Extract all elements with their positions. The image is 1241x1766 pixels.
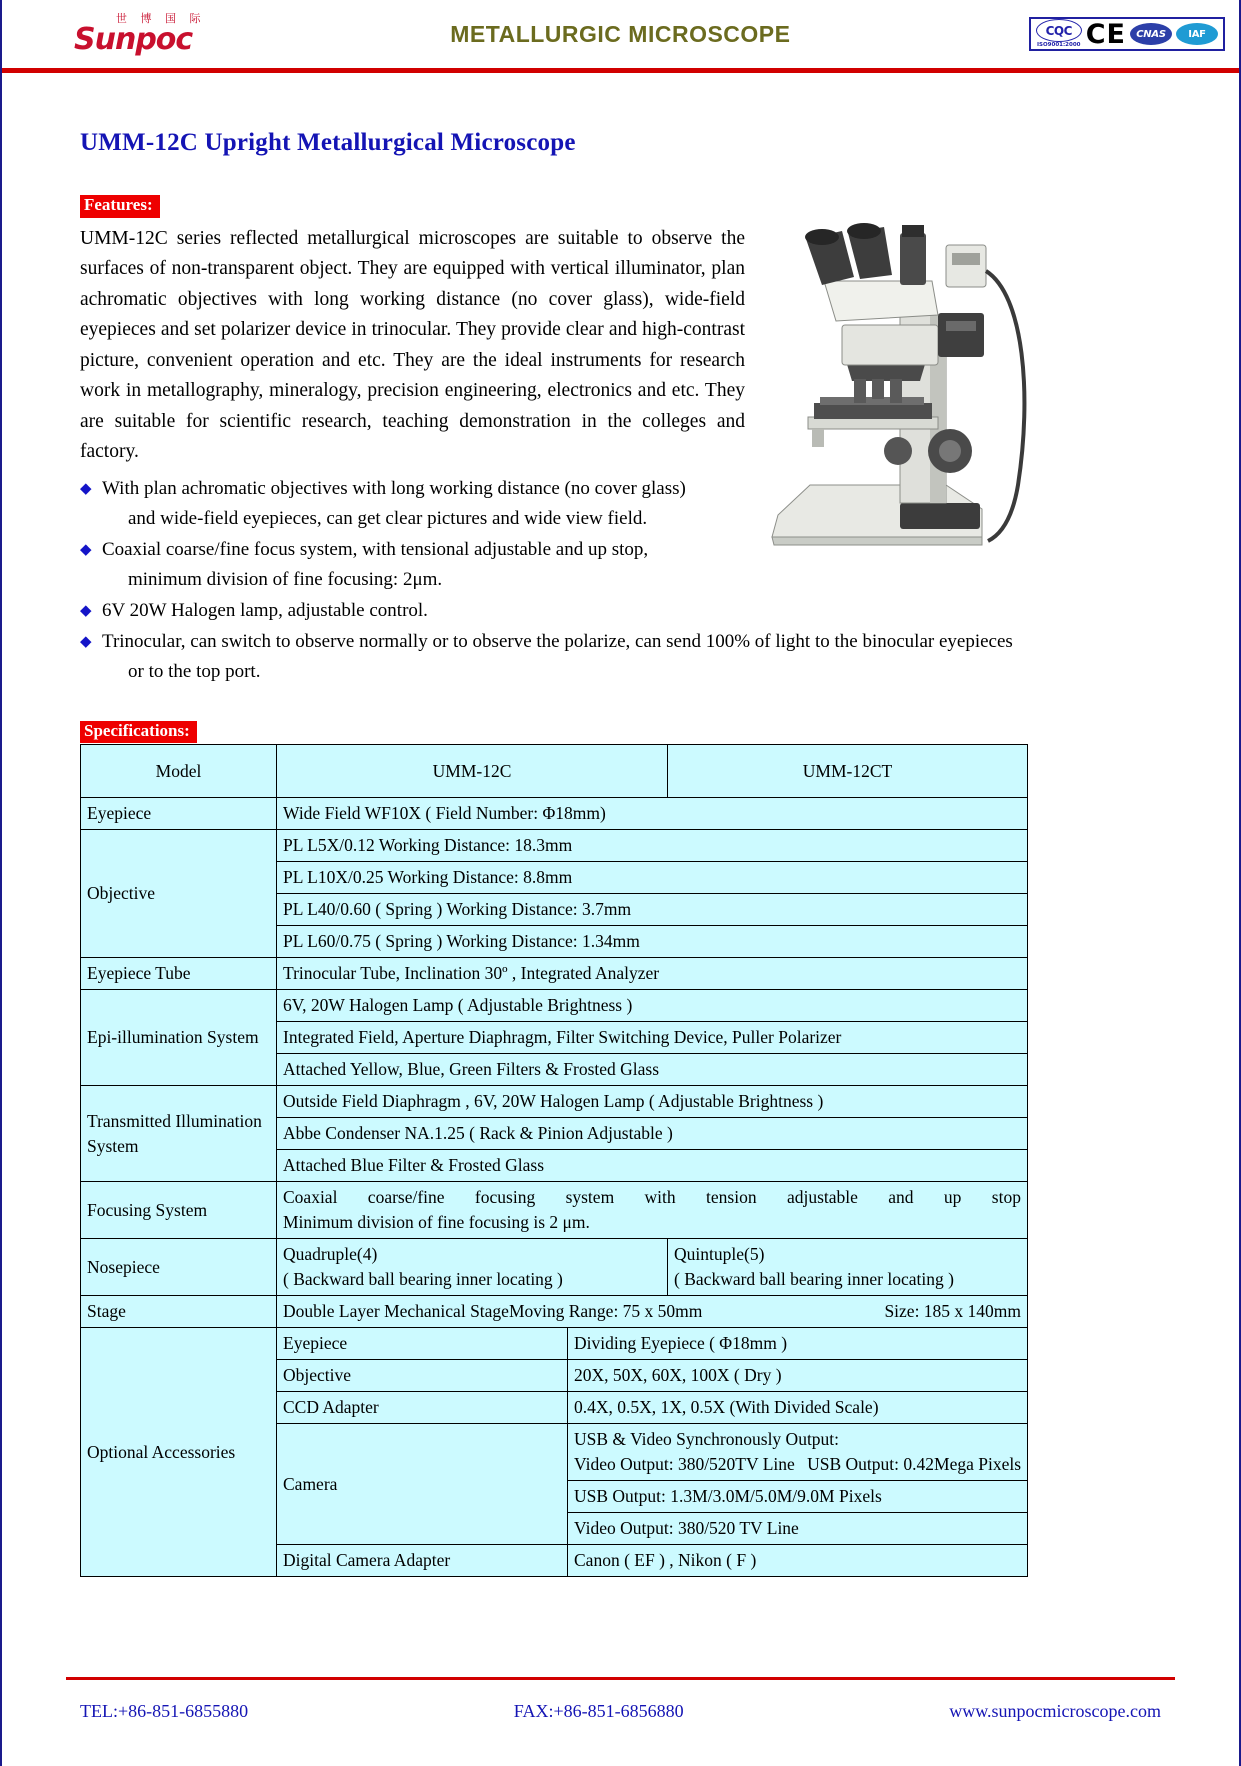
diamond-bullet-icon: ◆ xyxy=(80,480,92,497)
row-value-objective-2: PL L10X/0.25 Working Distance: 8.8mm xyxy=(277,862,1028,894)
iaf-certification-icon xyxy=(1176,23,1218,45)
features-tag-text: Features: xyxy=(80,195,160,218)
diamond-bullet-icon: ◆ xyxy=(80,602,92,619)
bullet-line-2: and wide-field eyepieces, can get clear pictures and wide view field. xyxy=(128,507,648,529)
bullet-content xyxy=(102,627,1203,687)
row-label-eyepiece: Eyepiece xyxy=(81,798,277,830)
bullet-line-2: or to the top port. xyxy=(128,660,261,682)
focusing-line-2: Minimum division of fine focusing is 2 μm. xyxy=(283,1212,590,1233)
ce-mark-icon: CE xyxy=(1085,18,1126,50)
row-label-transmitted: Transmitted Illumination System xyxy=(81,1086,277,1182)
list-item xyxy=(80,596,1203,626)
sub-value-camera-2: USB Output: 1.3M/3.0M/5.0M/9.0M Pixels xyxy=(568,1481,1028,1513)
row-label-focusing: Focusing System xyxy=(81,1182,277,1239)
row-value-nosepiece-c xyxy=(277,1239,668,1296)
row-label-objective: Objective xyxy=(81,830,277,958)
header-umm12ct: UMM-12CT xyxy=(668,745,1028,798)
table-row-header xyxy=(81,745,1028,798)
row-value-eyepiece-tube: Trinocular Tube, Inclination 30º , Integrated Analyzer xyxy=(277,958,1028,990)
focus-word: adjustable xyxy=(786,1187,858,1208)
cnas-certification-icon xyxy=(1130,23,1172,45)
cqc-iso-label: ISO9001:2000 xyxy=(1036,42,1081,49)
bullet-line-1: Coaxial coarse/fine focus system, with tensional adjustable and up stop, xyxy=(102,538,649,560)
nosepiece-ct-line-2: ( Backward ball bearing inner locating ) xyxy=(674,1269,954,1290)
sub-label-eyepiece: Eyepiece xyxy=(277,1328,568,1360)
focus-word: focusing xyxy=(474,1187,536,1208)
diamond-bullet-icon: ◆ xyxy=(80,633,92,650)
table-row xyxy=(81,1328,1028,1360)
bullet-line-2: minimum division of fine focusing: 2μm. xyxy=(128,568,443,590)
logo-chinese-text: 世 博 国 际 xyxy=(116,12,206,25)
footer-divider xyxy=(66,1677,1175,1680)
row-value-epi-2: Integrated Field, Aperture Diaphragm, Filter Switching Device, Puller Polarizer xyxy=(277,1022,1028,1054)
diamond-bullet-icon: ◆ xyxy=(80,541,92,558)
bullet-content xyxy=(102,596,1203,626)
row-value-focusing xyxy=(277,1182,1028,1239)
row-value-objective-1: PL L5X/0.12 Working Distance: 18.3mm xyxy=(277,830,1028,862)
nosepiece-c-line-1: Quadruple(4) xyxy=(283,1244,378,1265)
page-footer xyxy=(80,1701,1161,1722)
bullet-line-1: 6V 20W Halogen lamp, adjustable control. xyxy=(102,599,428,621)
bullet-line-1: With plan achromatic objectives with long working distance (no cover glass) xyxy=(102,477,686,499)
footer-website[interactable]: www.sunpocmicroscope.com xyxy=(949,1701,1161,1721)
certification-badges xyxy=(1029,17,1225,51)
stage-part-1: Double Layer Mechanical StageMoving Range: 75 x 50mm xyxy=(283,1301,703,1322)
sub-label-digital-camera-adapter: Digital Camera Adapter xyxy=(277,1545,568,1577)
row-value-transmitted-1: Outside Field Diaphragm , 6V, 20W Halogen Lamp ( Adjustable Brightness ) xyxy=(277,1086,1028,1118)
row-value-epi-3: Attached Yellow, Blue, Green Filters & Frosted Glass xyxy=(277,1054,1028,1086)
sub-label-ccd-adapter: CCD Adapter xyxy=(277,1392,568,1424)
table-row xyxy=(81,1296,1028,1328)
table-row xyxy=(81,958,1028,990)
bullet-line-1: Trinocular, can switch to observe normally or to observe the polarize, can send 100% of light to the binocular eyepieces xyxy=(102,630,1013,652)
row-value-transmitted-3: Attached Blue Filter & Frosted Glass xyxy=(277,1150,1028,1182)
row-label-epi-illumination: Epi-illumination System xyxy=(81,990,277,1086)
footer-fax: FAX:+86-851-6856880 xyxy=(513,1701,684,1721)
stage-line xyxy=(283,1299,1021,1324)
specifications-section-label xyxy=(80,721,1203,744)
cqc-certification-icon xyxy=(1036,19,1082,49)
focus-word: tension xyxy=(706,1187,757,1208)
row-label-optional-accessories: Optional Accessories xyxy=(81,1328,277,1577)
nosepiece-ct-line-1: Quintuple(5) xyxy=(674,1244,765,1265)
focus-word: system xyxy=(565,1187,615,1208)
row-value-eyepiece: Wide Field WF10X ( Field Number: Φ18mm) xyxy=(277,798,1028,830)
stage-part-2: Size: 185 x 140mm xyxy=(884,1301,1022,1322)
cqc-label: CQC xyxy=(1036,19,1082,42)
sub-value-objective: 20X, 50X, 60X, 100X ( Dry ) xyxy=(568,1360,1028,1392)
sub-value-eyepiece: Dividing Eyepiece ( Φ18mm ) xyxy=(568,1328,1028,1360)
nosepiece-c-line-2: ( Backward ball bearing inner locating ) xyxy=(283,1269,563,1290)
specifications-tag-text: Specifications: xyxy=(80,721,197,744)
header-model: Model xyxy=(81,745,277,798)
camera-video-output: Video Output: 380/520TV Line xyxy=(574,1454,795,1475)
row-value-nosepiece-ct xyxy=(668,1239,1028,1296)
header-divider xyxy=(2,68,1239,73)
features-paragraph: UMM-12C series reflected metallurgical microscopes are suitable to observe the surfaces of non-transparent object. They are equipped with vertical illuminator, plan achromatic objectives with long working distance (no cover glass), wide-field eyepieces and set polarizer device in trinocular. They provide clear and high-contrast picture, convenient operation and etc. They are the ideal instruments for research work in metallography, mineralogy, precision engineering, electronics and etc. They are suitable for scientific research, teaching demonstration in the colleges and factory. xyxy=(80,227,745,463)
table-row xyxy=(81,1182,1028,1239)
focus-word: stop xyxy=(991,1187,1021,1208)
camera-usb-output: USB Output: 0.42Mega Pixels xyxy=(807,1454,1022,1475)
focus-word: Coaxial xyxy=(283,1187,338,1208)
row-value-epi-1: 6V, 20W Halogen Lamp ( Adjustable Brightness ) xyxy=(277,990,1028,1022)
table-row xyxy=(81,990,1028,1022)
header-umm12c: UMM-12C xyxy=(277,745,668,798)
sub-value-camera-3: Video Output: 380/520 TV Line xyxy=(568,1513,1028,1545)
logo-wordmark: Sunpoc xyxy=(74,22,193,57)
iaf-label: IAF xyxy=(1176,23,1218,45)
table-row xyxy=(81,830,1028,862)
row-value-objective-4: PL L60/0.75 ( Spring ) Working Distance: 1.34mm xyxy=(277,926,1028,958)
sub-label-camera: Camera xyxy=(277,1424,568,1545)
microscope-product-image xyxy=(750,185,1055,560)
page-header xyxy=(2,0,1239,68)
focusing-line-1 xyxy=(283,1185,1021,1210)
camera-line-1: USB & Video Synchronously Output: xyxy=(574,1429,840,1450)
focus-word: with xyxy=(644,1187,676,1208)
focus-word: up xyxy=(943,1187,962,1208)
table-row xyxy=(81,1086,1028,1118)
footer-telephone: TEL:+86-851-6855880 xyxy=(80,1701,249,1721)
table-row xyxy=(81,1239,1028,1296)
row-label-stage: Stage xyxy=(81,1296,277,1328)
row-label-eyepiece-tube: Eyepiece Tube xyxy=(81,958,277,990)
row-value-transmitted-2: Abbe Condenser NA.1.25 ( Rack & Pinion Adjustable ) xyxy=(277,1118,1028,1150)
sub-value-camera-1 xyxy=(568,1424,1028,1481)
camera-line-2 xyxy=(574,1452,1021,1477)
row-label-nosepiece: Nosepiece xyxy=(81,1239,277,1296)
focus-word: coarse/fine xyxy=(367,1187,445,1208)
specifications-table xyxy=(80,744,1028,1577)
page-title: METALLURGIC MICROSCOPE xyxy=(450,20,791,47)
sub-value-digital-camera-adapter: Canon ( EF ) , Nikon ( F ) xyxy=(568,1545,1028,1577)
row-value-stage xyxy=(277,1296,1028,1328)
table-row xyxy=(81,798,1028,830)
company-logo xyxy=(22,13,212,55)
list-item xyxy=(80,627,1203,687)
focus-word: and xyxy=(888,1187,914,1208)
product-heading: UMM-12C Upright Metallurgical Microscope xyxy=(80,129,576,156)
row-value-objective-3: PL L40/0.60 ( Spring ) Working Distance: 3.7mm xyxy=(277,894,1028,926)
cnas-label: CNAS xyxy=(1130,23,1172,45)
sub-value-ccd-adapter: 0.4X, 0.5X, 1X, 0.5X (With Divided Scale) xyxy=(568,1392,1028,1424)
sub-label-objective: Objective xyxy=(277,1360,568,1392)
